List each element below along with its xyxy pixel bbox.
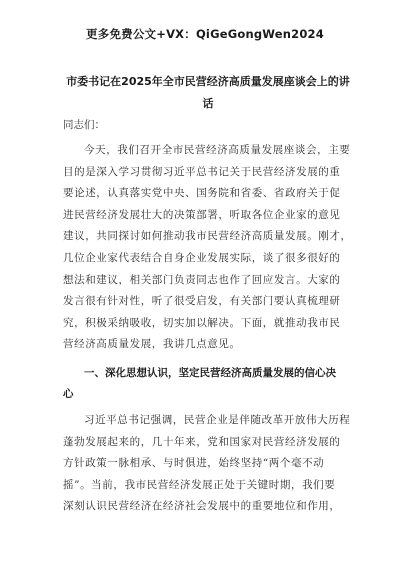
paragraph-line: 习近平总书记强调，民营企业是伴随改革开放伟大历程 xyxy=(84,414,351,426)
paragraph-intro xyxy=(63,140,355,356)
paragraph-line: 几位企业家代表结合自身企业发展实际，谈了很多很好的 xyxy=(63,251,341,264)
paragraph-line: 方针政策一脉相承、与时俱进，始终坚持“两个毫不动 xyxy=(63,457,325,470)
paragraph-line: 蓬勃发展起来的，几十年来，党和国家对民营经济发展的 xyxy=(63,435,341,448)
heading-line: 一、深化思想认识，坚定民营经济高质量发展的信心决 xyxy=(84,367,336,379)
document-title xyxy=(58,71,358,115)
paragraph-line: 深刻认识民营经济在经济社会发展中的重要地位和作用， xyxy=(63,500,341,513)
paragraph-line: 究，积极采纳吸收，切实加以解决。下面，就推动我市民 xyxy=(63,316,341,329)
title-line: 话 xyxy=(202,97,214,110)
paragraph-line: 今天，我们召开全市民营经济高质量发展座谈会，主要 xyxy=(84,144,351,156)
promo-header: 更多免费公文+VX：QiGeGongWen2024 xyxy=(86,27,324,41)
paragraph-line: 摇”。当前，我市民营经济发展正处于关键时期，我们要 xyxy=(63,478,336,491)
section-heading-1 xyxy=(63,363,355,405)
paragraph-line: 目的是深入学习贯彻习近平总书记关于民营经济发展的重 xyxy=(63,165,341,178)
paragraph-line: 想法和建议，相关部门负责同志也作了回应发言。大家的 xyxy=(63,273,341,286)
paragraph-line: 发言很有针对性，听了很受启发，有关部门要认真梳理研 xyxy=(63,295,341,308)
paragraph-line: 进民营经济发展壮大的决策部署，听取各位企业家的意见 xyxy=(63,208,341,221)
salutation: 同志们： xyxy=(63,119,105,131)
paragraph-line: 建议，共同探讨如何推动我市民营经济高质量发展。刚才， xyxy=(63,230,352,243)
paragraph-section-1 xyxy=(63,410,355,518)
paragraph-line: 营经济高质量发展，我讲几点意见。 xyxy=(63,338,241,351)
paragraph-line: 要论述，认真落实党中央、国务院和省委、省政府关于促 xyxy=(63,187,341,200)
title-line: 市委书记在2025年全市民营经济高质量发展座谈会上的讲 xyxy=(66,75,350,88)
heading-line: 心 xyxy=(63,388,74,400)
